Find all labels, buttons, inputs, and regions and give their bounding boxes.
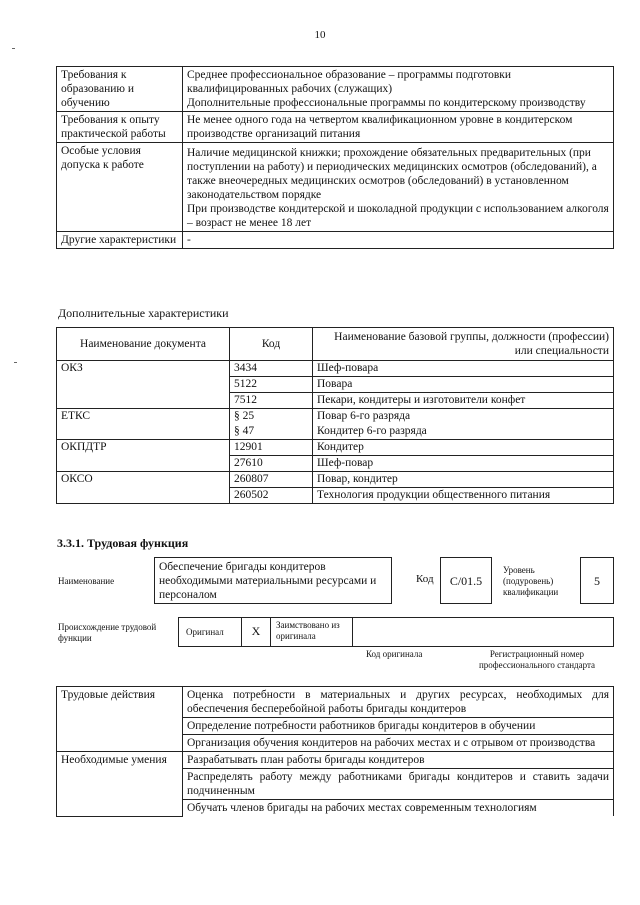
doc-cell	[57, 424, 230, 440]
name-cell: Повар, кондитер	[313, 472, 614, 488]
requirement-value	[183, 143, 614, 232]
requirement-line: Дополнительные профессиональные программы по кондитерскому производству	[187, 97, 586, 109]
doc-cell	[57, 393, 230, 409]
original-checkbox	[241, 617, 271, 647]
skill-item: Распределять работу между работниками бригады кондитеров и ставить задачи подчиненным	[183, 769, 614, 800]
page-number: 10	[314, 29, 326, 41]
level-label: Уровень (подуровень) квалификации	[503, 565, 559, 597]
requirement-label: Особые условия допуска к работе	[57, 143, 183, 232]
reg-number-label: Регистрационный номер профессионального стандарта	[478, 649, 596, 670]
name-cell: Шеф-повара	[313, 361, 614, 377]
function-name-box	[154, 557, 392, 604]
name-cell: Кондитер 6-го разряда	[313, 424, 614, 440]
code-cell: 3434	[230, 361, 313, 377]
table-row	[57, 232, 614, 249]
margin-mark	[12, 48, 15, 49]
margin-mark	[14, 362, 17, 363]
doc-cell	[57, 488, 230, 504]
skill-item: Разрабатывать план работы бригады кондитеров	[183, 752, 614, 769]
requirement-line: При производстве кондитерской и шоколадной продукции с использованием алкоголя – возраст не менее 18 лет	[187, 203, 609, 229]
requirement-value	[183, 232, 614, 249]
doc-cell	[57, 377, 230, 393]
column-header-name: Наименование базовой группы, должности (профессии) или специальности	[313, 328, 614, 361]
name-cell: Шеф-повар	[313, 456, 614, 472]
table-row	[57, 472, 614, 488]
table-row	[57, 112, 614, 143]
skills-label: Необходимые умения	[57, 752, 183, 817]
column-header-code: Код	[230, 328, 313, 361]
name-cell: Кондитер	[313, 440, 614, 456]
actions-label: Трудовые действия	[57, 687, 183, 752]
action-item: Оценка потребности в материальных и других ресурсах, необходимых для обеспечения бесперебойной работы бригады кондитеров	[183, 687, 614, 718]
requirement-line: Не менее одного года на четвертом квалификационном уровне в кондитерском производстве организаций питания	[187, 114, 573, 140]
name-cell: Повара	[313, 377, 614, 393]
level-value: 5	[594, 574, 600, 588]
original-mark: X	[251, 624, 261, 638]
table-row	[57, 424, 614, 440]
name-cell: Повар 6-го разряда	[313, 409, 614, 425]
origin-label: Происхождение трудовой функции	[58, 622, 157, 643]
requirement-line: Наличие медицинской книжки; прохождение обязательных предварительных (при поступлении на работу) и периодических медицинских осмотров (обследований), а также внеочередных медицинских осмотров (обследований) в установленном законодательством порядке	[187, 147, 597, 201]
function-name-label: Наименование	[58, 576, 115, 586]
skill-item: Обучать членов бригады на рабочих местах современным технологиям	[183, 800, 614, 817]
level-box	[580, 557, 614, 604]
code-cell: 27610	[230, 456, 313, 472]
extra-characteristics-title: Дополнительные характеристики	[58, 306, 229, 320]
requirement-label: Другие характеристики	[57, 232, 183, 249]
requirement-label: Требования к опыту практической работы	[57, 112, 183, 143]
table-row	[57, 143, 614, 232]
table-row	[57, 361, 614, 377]
doc-cell: ОКЗ	[57, 361, 230, 377]
borrowed-label: Заимствовано из оригинала	[276, 620, 340, 641]
function-name-value: Обеспечение бригады кондитеров необходимыми материальными ресурсами и персоналом	[159, 561, 377, 601]
doc-cell	[57, 456, 230, 472]
table-row	[57, 752, 614, 769]
table-row	[57, 440, 614, 456]
table-row	[57, 393, 614, 409]
code-original-label: Код оригинала	[366, 649, 423, 659]
code-cell: 5122	[230, 377, 313, 393]
table-row	[57, 456, 614, 472]
action-item: Организация обучения кондитеров на рабочих местах и с отрывом от производства	[183, 735, 614, 752]
name-cell: Технология продукции общественного питания	[313, 488, 614, 504]
name-cell: Пекари, кондитеры и изготовители конфет	[313, 393, 614, 409]
table-row	[57, 67, 614, 112]
original-label: Оригинал	[186, 627, 224, 637]
function-code-box	[440, 557, 492, 604]
action-item: Определение потребности работников бригады кондитеров в обучении	[183, 718, 614, 735]
requirements-table	[56, 66, 614, 249]
code-cell: 7512	[230, 393, 313, 409]
code-cell: 12901	[230, 440, 313, 456]
requirement-label: Требования к образованию и обучению	[57, 67, 183, 112]
requirement-value	[183, 112, 614, 143]
doc-cell: ОКСО	[57, 472, 230, 488]
table-row	[57, 687, 614, 718]
code-cell: § 47	[230, 424, 313, 440]
doc-cell: ОКПДТР	[57, 440, 230, 456]
column-header-document: Наименование документа	[57, 328, 230, 361]
requirement-value	[183, 67, 614, 112]
function-code-label: Код	[416, 573, 434, 585]
extra-characteristics-table	[56, 327, 614, 504]
code-cell: 260502	[230, 488, 313, 504]
function-title: 3.3.1. Трудовая функция	[57, 536, 189, 550]
requirement-line: -	[187, 234, 191, 246]
table-row	[57, 409, 614, 425]
table-row	[57, 488, 614, 504]
function-code-value: C/01.5	[449, 574, 483, 588]
code-cell: § 25	[230, 409, 313, 425]
actions-table	[56, 686, 614, 817]
requirement-line: Среднее профессиональное образование – программы подготовки квалифицированных рабочих (служащих)	[187, 69, 512, 95]
doc-cell: ЕТКС	[57, 409, 230, 425]
table-header-row	[57, 328, 614, 361]
table-row	[57, 377, 614, 393]
code-cell: 260807	[230, 472, 313, 488]
code-original-cell	[352, 617, 448, 647]
